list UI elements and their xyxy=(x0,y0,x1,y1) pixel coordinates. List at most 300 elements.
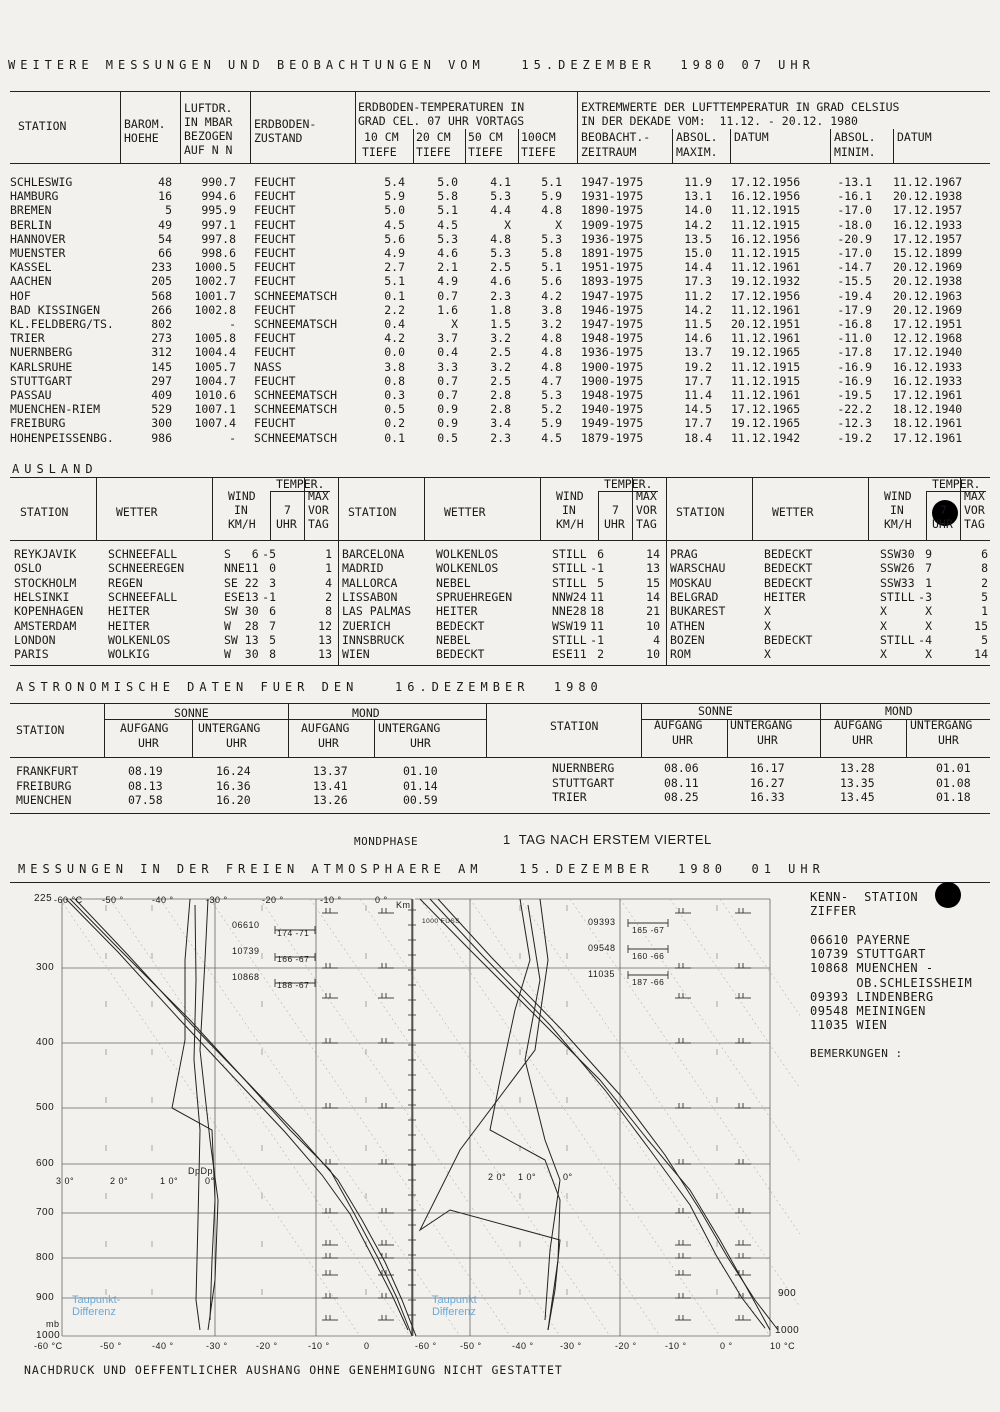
station-value: 11.4 xyxy=(684,388,712,402)
top-temp-tick: -50 ° xyxy=(102,895,124,905)
mb-label: mb xyxy=(46,1319,60,1329)
station-value: 1948-1975 xyxy=(581,388,644,402)
ausland-station: MOSKAU xyxy=(670,575,712,590)
ausland-wind: S 6 xyxy=(224,547,259,561)
atmo-title: MESSUNGEN IN DER FREIEN ATMOSPHAERE AM 15.DEZEMBER 1980 01 UHR xyxy=(18,862,825,876)
station-value: 990.7 xyxy=(201,175,236,189)
station-value: 16.12.1933 xyxy=(893,217,963,232)
station-value: 1949-1975 xyxy=(581,416,644,431)
station-value: 5.9 xyxy=(541,416,562,431)
station-value: 17.12.1940 xyxy=(893,345,963,360)
ausland-temp7: 1 xyxy=(925,575,932,590)
station-value: 5.9 xyxy=(541,189,562,204)
station-value: FEUCHT xyxy=(254,175,296,189)
station-value: 17.3 xyxy=(684,274,712,289)
ausland-col-wind: IN xyxy=(234,503,248,517)
station-value: 5.3 xyxy=(437,231,458,246)
astro-sunrise: 07.58 xyxy=(128,793,163,807)
station-value: 529 xyxy=(151,402,172,417)
station-value: 49 xyxy=(158,217,172,232)
ausland-wetter: NEBEL xyxy=(436,632,471,647)
bottom-temp-tick: 10 °C xyxy=(770,1341,796,1351)
bottom-temp-tick: -30 ° xyxy=(560,1341,582,1351)
station-value: 20.12.1938 xyxy=(893,189,963,204)
station-value: 16.12.1956 xyxy=(731,189,801,204)
bemerkungen-label: BEMERKUNGEN : xyxy=(810,1047,903,1060)
col-druck-1: LUFTDR. xyxy=(184,101,233,115)
chart-line xyxy=(310,899,610,1336)
astro-station: FREIBURG xyxy=(16,778,72,793)
temp-curve-11035 xyxy=(438,899,778,1330)
station-value: 300 xyxy=(151,416,172,431)
station-value: 5.3 xyxy=(490,246,511,260)
station-value: 1893-1975 xyxy=(581,274,644,289)
station-value: SCHNEEMATSCH xyxy=(254,288,338,303)
astro-moonset: 01.01 xyxy=(936,761,971,775)
report-title: WEITERE MESSUNGEN UND BEOBACHTUNGEN VOM 15.DEZEMBER 1980 07 UHR xyxy=(8,58,815,72)
astro-sunset: 16.36 xyxy=(216,778,251,793)
dewpoint-diff-tick: 1 0° xyxy=(518,1172,537,1182)
station-value: 5.6 xyxy=(384,231,405,246)
astro-sunset: 16.27 xyxy=(750,775,785,790)
station-value: 5.1 xyxy=(384,274,405,289)
station-value: 994.6 xyxy=(201,189,236,204)
station-value: 4.6 xyxy=(490,274,511,289)
station-value: 1931-1975 xyxy=(581,189,644,204)
astro-moonset: 01.18 xyxy=(936,790,971,804)
ausland-col-station: STATION xyxy=(676,505,725,519)
station-value: 1005.8 xyxy=(194,331,236,346)
taupunkt-label-left: Taupunkt- Differenz xyxy=(72,1294,121,1318)
station-value: 1947-1975 xyxy=(581,175,644,189)
station-value: 2.3 xyxy=(490,288,511,303)
ausland-temp7: -4 xyxy=(918,632,932,647)
top-temp-tick: 0 ° xyxy=(375,895,388,905)
station-value: -17.8 xyxy=(837,345,872,360)
ausland-wind: ESE13 xyxy=(224,589,259,604)
ausland-col-wind: KM/H xyxy=(228,517,256,531)
astro-uhr-6: UHR xyxy=(757,733,778,747)
ausland-tmax: 1 xyxy=(325,547,332,561)
astro-sunset: 16.20 xyxy=(216,793,251,807)
station-value: 0.4 xyxy=(437,345,458,360)
station-value: 11.12.1961 xyxy=(731,302,801,317)
bottom-temp-tick: -50 ° xyxy=(100,1341,122,1351)
station-value: SCHNEEMATSCH xyxy=(254,388,338,402)
astro-uhr-7: UHR xyxy=(852,733,873,747)
station-value: -16.8 xyxy=(837,317,872,331)
ausland-col-max: TAG xyxy=(308,517,329,531)
astro-sunrise: 08.11 xyxy=(664,775,699,790)
station-value: 19.2 xyxy=(684,359,712,374)
taupunkt-label-right: Taupunkt Differenz xyxy=(432,1294,477,1318)
station-name: HANNOVER xyxy=(10,231,66,246)
station-value: SCHNEEMATSCH xyxy=(254,317,338,331)
col-tiefe-label-1: TIEFE xyxy=(362,145,397,159)
chart-line xyxy=(620,899,800,1336)
station-value: -15.5 xyxy=(837,274,872,289)
ausland-wetter: SCHNEEFALL xyxy=(108,547,178,561)
station-value: 997.1 xyxy=(201,217,236,232)
ausland-wetter: X xyxy=(764,604,771,619)
ausland-station: PRAG xyxy=(670,547,698,561)
ausland-wetter: X xyxy=(764,618,771,633)
ausland-col-wind: KM/H xyxy=(884,517,912,531)
mondphase-label: MONDPHASE xyxy=(354,835,419,848)
station-value: 17.12.1956 xyxy=(731,175,801,189)
station-value: 11.9 xyxy=(684,175,712,189)
station-value: 1.8 xyxy=(490,302,511,317)
ausland-wetter: HEITER xyxy=(108,604,150,619)
legend-range: 166 -67 xyxy=(277,954,310,964)
pressure-tick-label: 700 xyxy=(36,1207,55,1218)
station-value: -13.1 xyxy=(837,175,872,189)
col-tiefe-label-4: TIEFE xyxy=(521,145,556,159)
bottom-temp-tick: -10 ° xyxy=(308,1341,330,1351)
astro-sunrise: 08.19 xyxy=(128,764,163,778)
station-value: 20.12.1969 xyxy=(893,302,963,317)
station-value: -19.5 xyxy=(837,388,872,402)
chart-line xyxy=(260,899,560,1336)
ausland-col-uhr: UHR xyxy=(932,517,953,531)
col-druck-3: BEZOGEN xyxy=(184,129,233,143)
kenn-station-line: 09393 LINDENBERG xyxy=(810,989,934,1004)
ausland-temp7: X xyxy=(925,604,932,619)
ausland-wind: NNE11 xyxy=(224,561,259,576)
station-value: 5.0 xyxy=(437,175,458,189)
col-erdtemp-2: GRAD CEL. 07 UHR VORTAGS xyxy=(358,114,525,128)
station-value: -16.1 xyxy=(837,189,872,204)
dewpoint-symbol: DpDp xyxy=(188,1166,214,1176)
dewpoint-diff-tick: 1 0° xyxy=(160,1176,179,1186)
station-value: 14.2 xyxy=(684,302,712,317)
ausland-wind: STILL xyxy=(552,561,587,576)
ausland-temp7: 0 xyxy=(269,561,276,576)
station-value: 3.4 xyxy=(490,416,511,431)
ausland-temp7: X xyxy=(925,618,932,633)
station-value: 1002.8 xyxy=(194,302,236,317)
ausland-temp7: 2 xyxy=(597,647,604,662)
legend-range: 160 -66 xyxy=(632,951,665,961)
station-value: 1951-1975 xyxy=(581,260,644,275)
station-value: 16 xyxy=(158,189,172,204)
ausland-col-station: STATION xyxy=(20,505,69,519)
station-value: FEUCHT xyxy=(254,373,296,388)
astro-munter-r: UNTERGANG xyxy=(910,718,973,732)
ausland-tmax: 5 xyxy=(981,632,988,647)
ausland-temp7: -3 xyxy=(918,589,932,604)
ausland-wind: SSW26 xyxy=(880,561,915,576)
station-value: 1946-1975 xyxy=(581,302,644,317)
station-value: 3.3 xyxy=(437,359,458,374)
ausland-wetter: WOLKENLOS xyxy=(436,547,499,561)
bottom-temp-tick: 0 ° xyxy=(720,1341,733,1351)
legend-range: 187 -66 xyxy=(632,977,665,987)
col-datum-2: DATUM xyxy=(897,130,932,144)
bottom-temp-tick: -60 ° xyxy=(415,1341,437,1351)
ausland-tmax: 21 xyxy=(646,604,660,619)
col-extrem-1: EXTREMWERTE DER LUFTTEMPERATUR IN GRAD CELSIUS xyxy=(581,100,900,114)
station-value: 0.0 xyxy=(384,345,405,360)
station-value: 4.2 xyxy=(541,288,562,303)
station-value: 4.1 xyxy=(490,175,511,189)
ausland-wetter: BEDECKT xyxy=(764,632,813,647)
station-value: 14.5 xyxy=(684,402,712,417)
ausland-station: MALLORCA xyxy=(342,575,398,590)
station-value: 11.2 xyxy=(684,288,712,303)
station-value: 273 xyxy=(151,331,172,346)
station-value: 4.5 xyxy=(541,430,562,445)
ausland-wind: X xyxy=(880,604,887,619)
fuss-label: 1000 FUSS xyxy=(422,918,461,925)
station-value: 1936-1975 xyxy=(581,345,644,360)
astro-col-station-l: STATION xyxy=(16,723,65,737)
col-station: STATION xyxy=(18,119,67,133)
station-value: 998.6 xyxy=(201,246,236,260)
station-value: 1909-1975 xyxy=(581,217,644,232)
bottom-temp-tick: -20 ° xyxy=(615,1341,637,1351)
station-value: 995.9 xyxy=(201,203,236,218)
ausland-temp7: 9 xyxy=(925,547,932,561)
legend-range: 188 -67 xyxy=(277,980,310,990)
ausland-station: OSLO xyxy=(14,561,42,576)
ausland-wetter: WOLKENLOS xyxy=(108,632,171,647)
station-name: BREMEN xyxy=(10,203,52,218)
ausland-wetter: SPRUEHREGEN xyxy=(436,589,513,604)
ausland-col-max: TAG xyxy=(964,517,985,531)
station-name: MUENSTER xyxy=(10,246,66,260)
chart-line xyxy=(210,899,510,1336)
ausland-col-max: MAX xyxy=(964,489,985,503)
col-baro-1: BAROM. xyxy=(124,117,166,131)
station-value: 4.5 xyxy=(384,217,405,232)
ausland-station: BARCELONA xyxy=(342,547,405,561)
ausland-temp7: 11 xyxy=(590,618,604,633)
ausland-temp7: X xyxy=(925,647,932,662)
ausland-col-temper: TEMPER. xyxy=(932,477,981,491)
station-value: - xyxy=(229,317,236,331)
ausland-temp7: 11 xyxy=(590,589,604,604)
station-value: 5 xyxy=(165,203,172,218)
chart-line xyxy=(720,899,800,1336)
col-baro-2: HOEHE xyxy=(124,131,159,145)
ausland-col-max: VOR xyxy=(308,503,329,517)
legend-station-id: 10868 xyxy=(232,972,260,982)
astro-moonrise: 13.28 xyxy=(840,761,875,775)
astro-sunset: 16.17 xyxy=(750,761,785,775)
station-value: -12.3 xyxy=(837,416,872,431)
col-tiefe-label-2: TIEFE xyxy=(416,145,451,159)
station-value: 266 xyxy=(151,302,172,317)
station-value: 2.5 xyxy=(490,345,511,360)
bottom-temp-tick: 0 xyxy=(364,1341,370,1351)
kenn-header-2: ZIFFER xyxy=(810,904,857,918)
station-value: 11.12.1961 xyxy=(731,260,801,275)
aerological-chart xyxy=(0,885,800,1365)
station-value: X xyxy=(451,317,458,331)
ausland-wind: SSW33 xyxy=(880,575,915,590)
astro-auf-l: AUFGANG xyxy=(120,721,169,735)
ausland-tmax: 1 xyxy=(325,561,332,576)
astro-title: ASTRONOMISCHE DATEN FUER DEN 16.DEZEMBER 1980 xyxy=(16,680,603,694)
station-value: 4.8 xyxy=(541,331,562,346)
astro-moonrise: 13.37 xyxy=(313,764,348,778)
station-value: 16.12.1933 xyxy=(893,359,963,374)
ausland-tmax: 10 xyxy=(646,618,660,633)
station-value: 1890-1975 xyxy=(581,203,644,218)
ausland-tmax: 5 xyxy=(981,589,988,604)
station-value: 1005.7 xyxy=(194,359,236,374)
station-value: 11.12.1967 xyxy=(893,175,963,189)
ausland-tmax: 14 xyxy=(974,647,988,662)
ausland-col-wind: WIND xyxy=(228,489,256,503)
station-value: 1900-1975 xyxy=(581,359,644,374)
ausland-col-uhr: UHR xyxy=(276,517,297,531)
ausland-col-wetter: WETTER xyxy=(444,505,486,519)
col-zustand-1: ERDBODEN- xyxy=(254,117,317,131)
astro-sonne-l: SONNE xyxy=(174,706,209,720)
station-value: 4.9 xyxy=(437,274,458,289)
temp-curve-09548 xyxy=(430,899,765,1328)
kenn-station-line: OB.SCHLEISSHEIM xyxy=(810,975,973,990)
station-value: 0.7 xyxy=(437,388,458,402)
legend-station-id: 06610 xyxy=(232,920,260,930)
ausland-wind: SE 22 xyxy=(224,575,259,590)
ausland-wetter: WOLKENLOS xyxy=(436,561,499,576)
ausland-tmax: 1 xyxy=(981,604,988,619)
station-value: 18.12.1961 xyxy=(893,416,963,431)
kenn-station-line: 06610 PAYERNE xyxy=(810,933,911,947)
station-value: FEUCHT xyxy=(254,189,296,204)
ausland-col-7: 7 xyxy=(284,503,291,517)
right-900-label: 900 xyxy=(778,1288,797,1299)
ausland-wetter: HEITER xyxy=(764,589,806,604)
ausland-station: WIEN xyxy=(342,647,370,662)
ausland-col-7: 7 xyxy=(940,503,947,517)
ausland-station: ATHEN xyxy=(670,618,705,633)
top-temp-tick: -10 ° xyxy=(320,895,342,905)
ausland-station: ZUERICH xyxy=(342,618,391,633)
col-extrem-2: IN DER DEKADE VOM: 11.12. - 20.12. 1980 xyxy=(581,114,858,128)
station-value: 11.12.1915 xyxy=(731,373,801,388)
station-value: 11.12.1961 xyxy=(731,388,801,402)
astro-uhr-8: UHR xyxy=(938,733,959,747)
ausland-tmax: 2 xyxy=(981,575,988,590)
station-value: 20.12.1951 xyxy=(731,317,801,331)
station-value: 54 xyxy=(158,231,172,246)
ausland-wetter: HEITER xyxy=(108,618,150,633)
astro-station: MUENCHEN xyxy=(16,793,72,807)
ausland-tmax: 13 xyxy=(318,632,332,647)
station-name: STUTTGART xyxy=(10,373,73,388)
station-value: 233 xyxy=(151,260,172,275)
legend-station-id: 10739 xyxy=(232,946,260,956)
ausland-station: LONDON xyxy=(14,632,56,647)
station-value: 2.1 xyxy=(437,260,458,275)
col-max-1: ABSOL. xyxy=(676,130,718,144)
station-value: 4.8 xyxy=(541,345,562,360)
station-value: 11.12.1915 xyxy=(731,203,801,218)
dewpoint-diff-tick: 0° xyxy=(205,1176,215,1186)
astro-sunrise: 08.06 xyxy=(664,761,699,775)
bottom-temp-tick: -40 ° xyxy=(512,1341,534,1351)
station-value: -22.2 xyxy=(837,402,872,417)
station-value: FEUCHT xyxy=(254,416,296,431)
station-value: 20.12.1969 xyxy=(893,260,963,275)
astro-uhr-5: UHR xyxy=(672,733,693,747)
station-value: 5.8 xyxy=(541,246,562,260)
station-name: BERLIN xyxy=(10,217,52,232)
astro-sunrise: 08.13 xyxy=(128,778,163,793)
station-value: 1947-1975 xyxy=(581,288,644,303)
astro-moonset: 01.10 xyxy=(403,764,438,778)
station-name: KL.FELDBERG/TS. xyxy=(10,317,114,331)
station-value: 1.6 xyxy=(437,302,458,317)
station-value: 12.12.1968 xyxy=(893,331,963,346)
bottom-temp-tick: -10 ° xyxy=(665,1341,687,1351)
astro-sunset: 16.33 xyxy=(750,790,785,804)
ausland-station: HELSINKI xyxy=(14,589,70,604)
station-value: 1001.7 xyxy=(194,288,236,303)
ausland-temp7: 7 xyxy=(269,618,276,633)
astro-station: TRIER xyxy=(552,790,587,804)
ausland-wetter: X xyxy=(764,647,771,662)
station-value: X xyxy=(504,217,511,232)
station-value: 5.3 xyxy=(541,388,562,402)
top-temp-tick: -60 °C xyxy=(54,895,83,905)
station-value: 17.12.1957 xyxy=(893,203,963,218)
station-value: 1948-1975 xyxy=(581,331,644,346)
station-value: 5.6 xyxy=(541,274,562,289)
ausland-col-wind: IN xyxy=(562,503,576,517)
pressure-tick-label: 900 xyxy=(36,1292,55,1303)
station-value: 802 xyxy=(151,317,172,331)
pressure-tick-label: 400 xyxy=(36,1037,55,1048)
astro-sunrise: 08.25 xyxy=(664,790,699,804)
station-name: BAD KISSINGEN xyxy=(10,302,101,317)
station-name: AACHEN xyxy=(10,274,52,289)
ausland-wetter: WOLKIG xyxy=(108,647,150,662)
station-value: 1007.4 xyxy=(194,416,236,431)
astro-mauf-l: AUFGANG xyxy=(301,721,350,735)
station-value: 3.2 xyxy=(490,331,511,346)
dewpoint-diff-tick: 3 0° xyxy=(56,1176,75,1186)
ausland-wind: STILL xyxy=(552,575,587,590)
ausland-tmax: 14 xyxy=(646,589,660,604)
station-value: 4.7 xyxy=(541,373,562,388)
ausland-tmax: 12 xyxy=(318,618,332,633)
ausland-temp7: -1 xyxy=(590,632,604,647)
station-value: 0.5 xyxy=(384,402,405,417)
station-value: FEUCHT xyxy=(254,246,296,260)
kenn-header-1: KENN- STATION xyxy=(810,890,919,904)
station-value: 5.0 xyxy=(384,203,405,218)
station-value: 11.12.1915 xyxy=(731,217,801,232)
station-value: 1004.4 xyxy=(194,345,236,360)
ausland-col-max: MAX xyxy=(636,489,657,503)
col-datum-1: DATUM xyxy=(734,130,769,144)
ausland-title: AUSLAND xyxy=(12,462,98,476)
ausland-col-max: MAX xyxy=(308,489,329,503)
astro-uhr-3: UHR xyxy=(318,736,339,750)
chart-line xyxy=(360,899,660,1336)
ausland-col-temper: TEMPER. xyxy=(604,477,653,491)
station-value: 2.5 xyxy=(490,373,511,388)
ausland-station: ROM xyxy=(670,647,691,662)
bottom-temp-tick: -20 ° xyxy=(256,1341,278,1351)
ausland-wind: STILL xyxy=(880,589,915,604)
station-value: NASS xyxy=(254,359,282,374)
